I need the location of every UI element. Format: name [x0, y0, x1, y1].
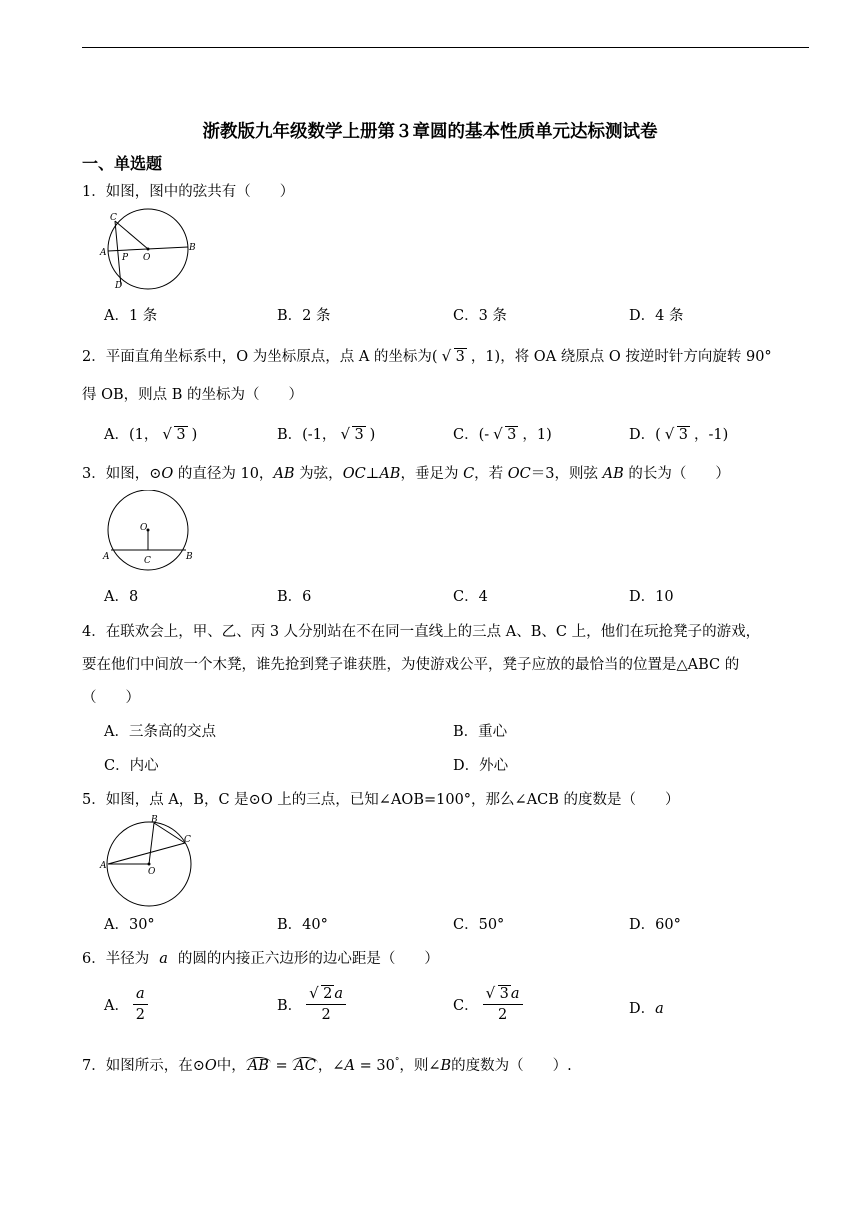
question-1-text: 1．如图，图中的弦共有（ ） [82, 184, 295, 200]
question-6-option-b: B． √ $\frac{2 a}{2}$ [277, 986, 346, 1023]
fig1-label-c: C [110, 213, 117, 223]
question-6-option-a: A． $\frac{a}{2}$ [104, 986, 148, 1023]
question-6-text: 6．半径为 a 的圆的内接正六边形的边心距是（ ） [82, 951, 439, 967]
question-4-option-d: D．外心 [453, 758, 509, 774]
question-2-option-c: C．(-√ 3 ，1) [453, 423, 552, 444]
question-4-line-2: 要在他们中间放一个木凳，谁先抢到凳子谁获胜，为使游戏公平，凳子应放的最恰当的位置是△ABC 的 [82, 657, 740, 673]
question-2-line-2: 得 OB，则点 B 的坐标为（ ） [82, 387, 304, 403]
question-5-option-a: A．30° [104, 917, 155, 933]
question-3-option-b: B．6 [277, 589, 312, 605]
fig5-label-a: A [100, 861, 107, 871]
question-4-option-b: B．重心 [453, 724, 508, 740]
question-1-option-a: A．1 条 [104, 308, 158, 324]
fig3-label-c: C [144, 556, 151, 566]
arc-ab: AB [247, 1058, 269, 1074]
sqrt-3: √ 3 [442, 349, 467, 365]
fig3-label-a: A [103, 552, 110, 562]
question-2-option-b: B．(-1，√ 3 ) [277, 423, 375, 444]
question-1-option-b: B．2 条 [277, 308, 331, 324]
page-title: 浙教版九年级数学上册第３章圆的基本性质单元达标测试卷 [202, 122, 658, 142]
question-3-figure [100, 490, 200, 576]
question-1-option-d: D．4 条 [629, 308, 684, 324]
question-4-line-1: 4．在联欢会上，甲、乙、丙 3 人分别站在不在同一直线上的三点 A、B、C 上，他们在玩抢凳子的游戏， [82, 624, 761, 640]
question-1-option-c: C．3 条 [453, 308, 507, 324]
fig5-label-b: B [151, 815, 158, 825]
fig1-label-a: A [100, 248, 107, 258]
question-3-option-a: A．8 [104, 589, 139, 605]
question-5-text: 5．如图，点 A，B，C 是⊙O 上的三点，已知∠AOB=100°，那么∠ACB 的度数是（ ） [82, 792, 680, 808]
question-5-figure [98, 812, 202, 908]
fig3-label-o: O [140, 523, 148, 533]
fig1-label-o: O [143, 253, 151, 263]
fig1-label-d: D [115, 281, 123, 291]
fig5-label-c: C [184, 835, 191, 845]
question-7-text: 7．如图所示，在⊙O中， AB = AC ，∠A = 30°，则∠B的度数为（ ）. [82, 1057, 572, 1074]
arc-ac: AC [294, 1058, 316, 1074]
section-heading: 一、单选题 [82, 154, 163, 173]
question-5-option-d: D．60° [629, 917, 681, 933]
fig3-label-b: B [186, 552, 193, 562]
question-6-option-d: D．a [629, 1001, 664, 1017]
question-5-option-c: C．50° [453, 917, 505, 933]
question-2-line-1: 2．平面直角坐标系中，O 为坐标原点，点 A 的坐标为(√ 3 ，1)，将 OA 绕原点 O 按逆时针方向旋转 90° [82, 345, 772, 366]
question-4-line-3: （ ） [82, 690, 140, 706]
question-4-option-c: C．内心 [104, 758, 159, 774]
question-2-option-d: D．(√ 3 ，-1) [629, 423, 728, 444]
header-rule [82, 47, 809, 48]
question-3-option-c: C．4 [453, 589, 488, 605]
question-3-text: 3．如图，⊙O 的直径为 10，AB 为弦，OC⊥AB，垂足为 C，若 OC＝3，则弦 AB 的长为（ ） [82, 466, 730, 482]
question-1-figure [98, 208, 198, 294]
question-6-option-c: C． √ $\frac{3 a}{2}$ [453, 986, 523, 1023]
fig1-label-p: P [122, 253, 129, 263]
question-5-option-b: B．40° [277, 917, 328, 933]
question-2-option-a: A．(1，√ 3 ) [104, 423, 197, 444]
fig5-label-o: O [148, 867, 156, 877]
question-4-option-a: A．三条高的交点 [104, 724, 216, 740]
question-3-option-d: D．10 [629, 589, 674, 605]
fig1-label-b: B [189, 243, 196, 253]
